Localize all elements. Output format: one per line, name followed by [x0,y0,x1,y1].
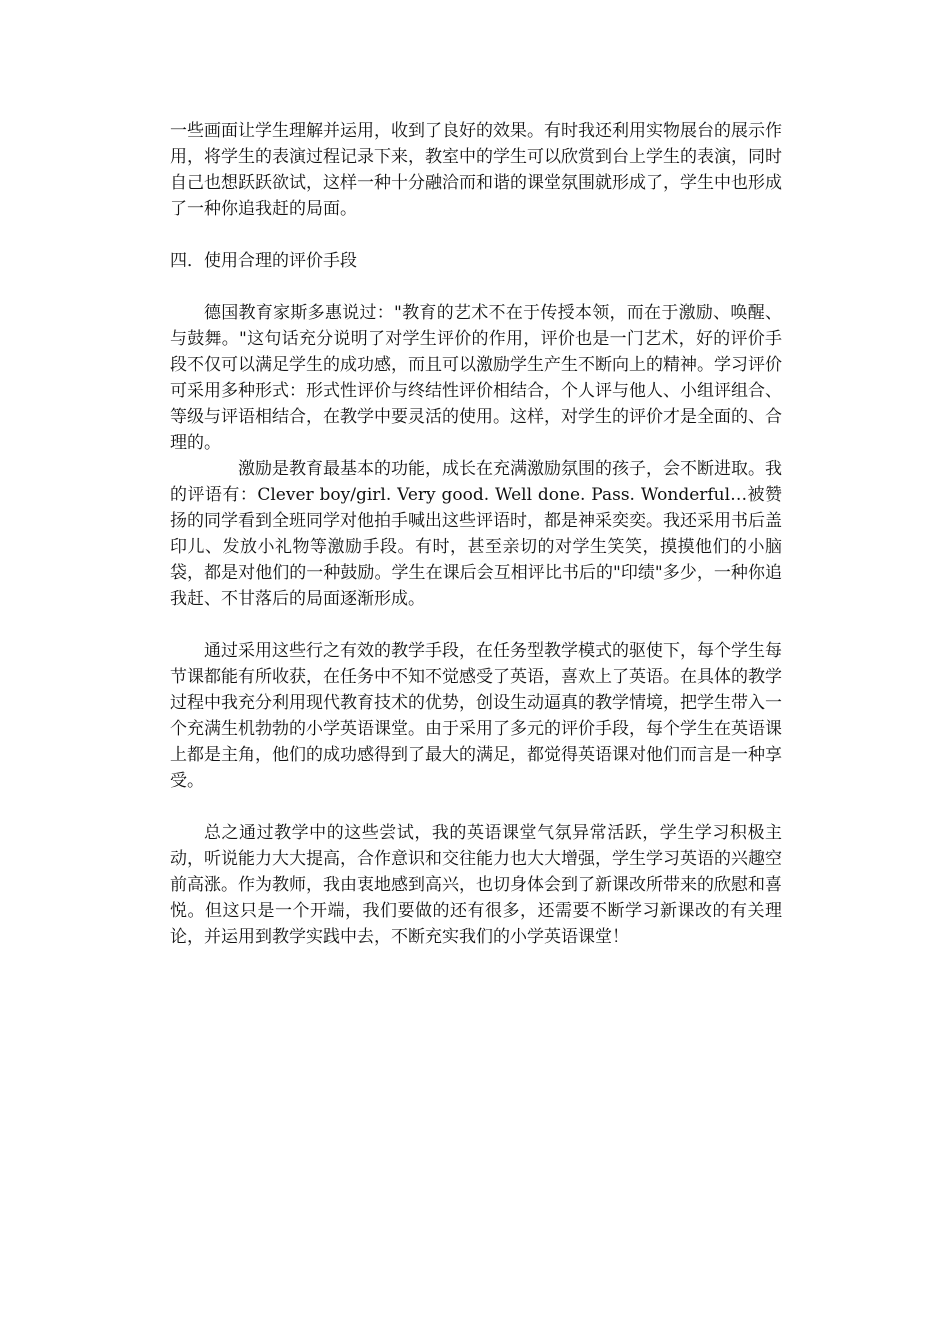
paragraph-evaluation: 德国教育家斯多惠说过："教育的艺术不在于传授本领，而在于激励、唤醒、与鼓舞。"这句话充分说明了对学生评价的作用，评价也是一门艺术，好的评价手段不仅可以满足学生的成功感，而且可以激励学生产生不断向上的精神。学习评价可采用多种形式：形式性评价与终结性评价相结合，个人评与他人、小组评组合、等级与评语相结合，在教学中要灵活的使用。这样，对学生的评价才是全面的、合理的。 [170,303,782,453]
paragraph-continued: 一些画面让学生理解并运用，收到了良好的效果。有时我还利用实物展台的展示作用，将学生的表演过程记录下来，教室中的学生可以欣赏到台上学生的表演，同时自己也想跃跃欲试，这样一种十分融洽而和谐的课堂氛围就形成了，学生中也形成了一种你追我赶的局面。 [170,121,782,219]
paragraph-conclusion: 总之通过教学中的这些尝试，我的英语课堂气氛异常活跃，学生学习积极主动，听说能力大大提高，合作意识和交往能力也大大增强，学生学习英语的兴趣空前高涨。作为教师，我由衷地感到高兴，也切身体会到了新课改所带来的欣慰和喜悦。但这只是一个开端，我们要做的还有很多，还需要不断学习新课改的有关理论，并运用到教学实践中去，不断充实我们的小学英语课堂！ [170,823,782,947]
section-heading-4: 四．使用合理的评价手段 [170,251,357,271]
document-body [170,118,782,950]
paragraph-summary: 通过采用这些行之有效的教学手段，在任务型教学模式的驱使下，每个学生每节课都能有所收获，在任务中不知不觉感受了英语，喜欢上了英语。在具体的教学过程中我充分利用现代教育技术的优势，创设生动逼真的教学情境，把学生带入一个充满生机勃勃的小学英语课堂。由于采用了多元的评价手段，每个学生在英语课上都是主角，他们的成功感得到了最大的满足，都觉得英语课对他们而言是一种享受。 [170,641,782,791]
paragraph-gap [170,222,782,248]
paragraph-gap [170,794,782,820]
paragraph-gap [170,612,782,638]
paragraph-motivation: 激励是教育最基本的功能，成长在充满激励氛围的孩子，会不断进取。我的评语有：Clever boy/girl. Very good. Well done. Pass. Wonderful…被赞扬的同学看到全班同学对他拍手喊出这些评语时，都是神采奕奕。我还采用书后盖印儿、发放小礼物等激励手段。有时，甚至亲切的对学生笑笑，摸摸他们的小脑袋，都是对他们的一种鼓励。学生在课后会互相评比书后的"印绩"多少，一种你追我赶、不甘落后的局面逐渐形成。 [170,459,782,609]
paragraph-gap [170,274,782,300]
